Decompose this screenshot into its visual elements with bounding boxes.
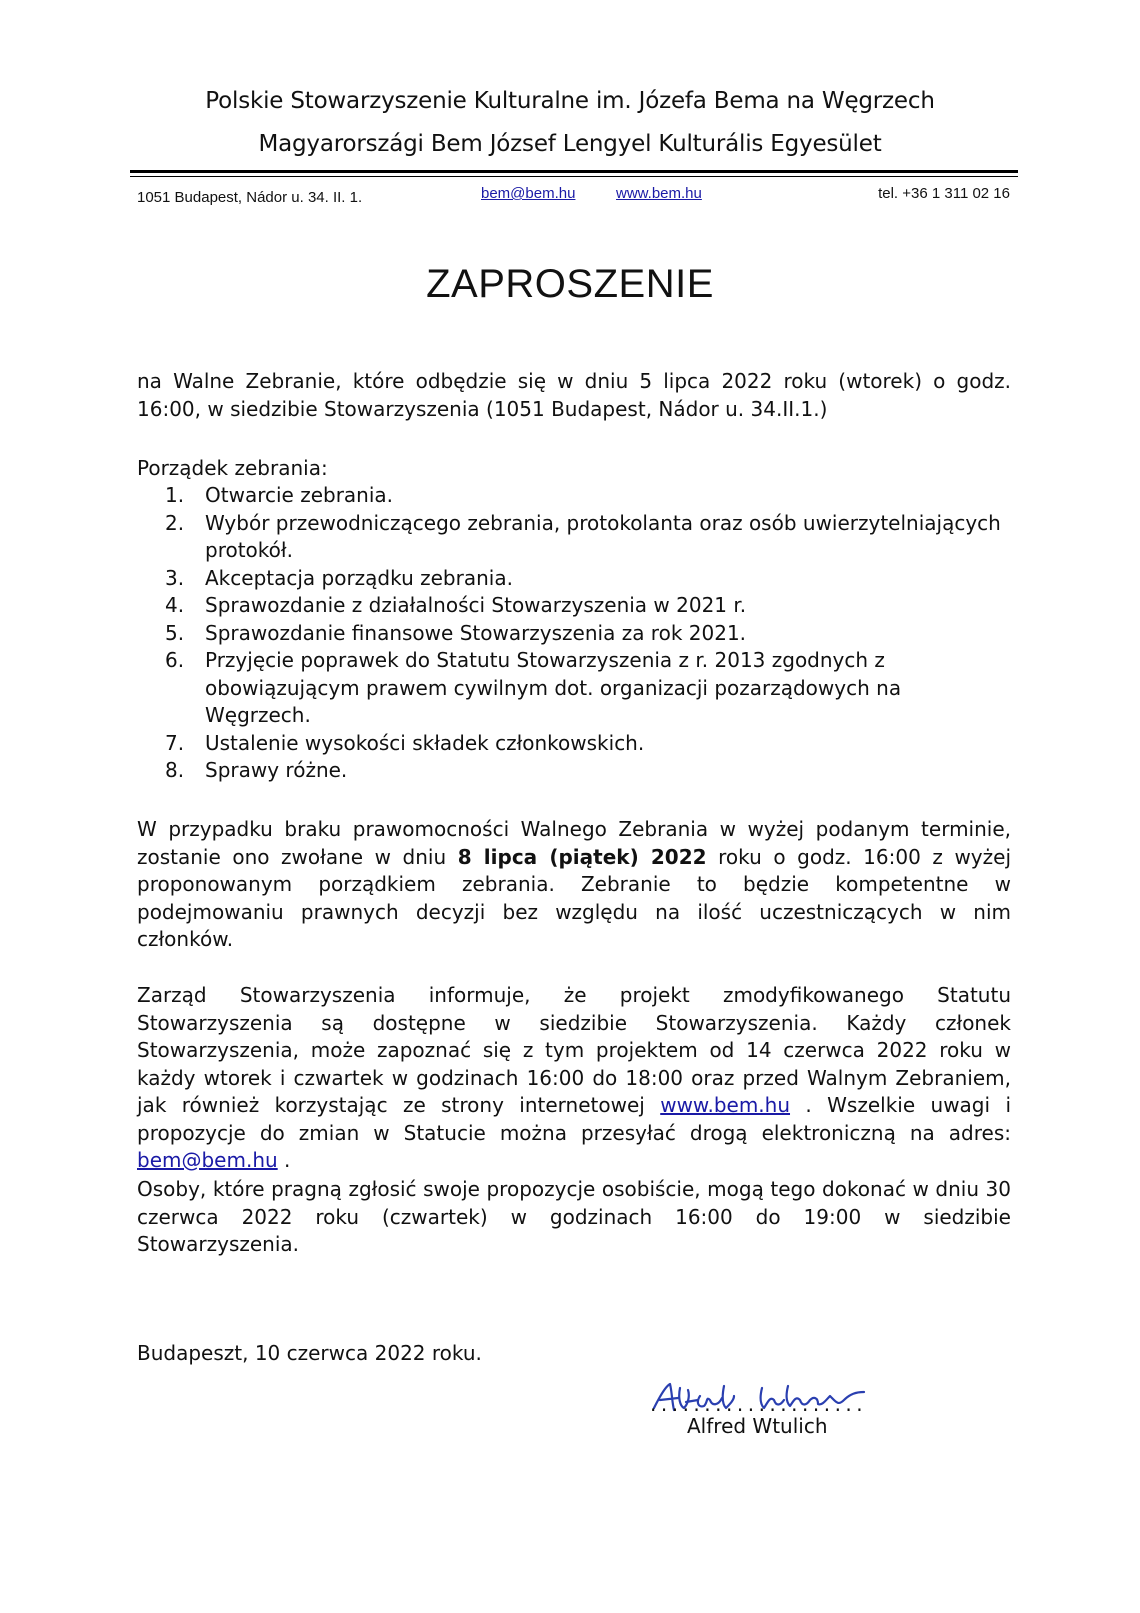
agenda-item: [137, 592, 1011, 620]
agenda-item-number: 2.: [165, 510, 185, 535]
agenda-item-number: 1.: [165, 483, 185, 507]
agenda-item: [137, 510, 1011, 565]
agenda-item-text: Otwarcie zebrania.: [205, 483, 394, 507]
agenda-item: [137, 565, 1011, 593]
organization-name-hungarian: Magyarországi Bem József Lengyel Kulturális Egyesület: [258, 131, 882, 157]
agenda-item-number: 7.: [165, 730, 185, 755]
date-place: Budapeszt, 10 czerwca 2022 roku.: [137, 1341, 482, 1365]
intro-paragraph: na Walne Zebranie, które odbędzie się w dniu 5 lipca 2022 roku (wtorek) o godz. 16:00, w siedzibie Stowarzyszenia (1051 Budapest, Nádor u. 34.II.1.): [137, 369, 1011, 421]
agenda-item: [137, 482, 1011, 510]
signer-name: Alfred Wtulich: [687, 1414, 828, 1438]
agenda-item: [137, 757, 1011, 785]
email-inline-link[interactable]: bem@bem.hu: [137, 1148, 278, 1172]
agenda-heading: Porządek zebrania:: [137, 456, 328, 480]
agenda-item-number: 8.: [165, 758, 185, 782]
quorum-text-end: roku o godz. 16:00 z wyżej proponowanym porządkiem zebrania. Zebranie to będzie kompetentne w podejmowaniu prawnych decyzji bez względu na ilość uczestniczących w nim członków.: [137, 844, 1011, 951]
agenda-item-text: Sprawozdanie finansowe Stowarzyszenia za rok 2021.: [205, 620, 747, 645]
agenda-item: [137, 647, 1011, 730]
quorum-paragraph: [137, 816, 1011, 954]
header-rule-thin: [130, 176, 1018, 177]
agenda-item-number: 4.: [165, 593, 185, 617]
signature-line: ....................: [650, 1392, 868, 1416]
info-text-start: Zarząd Stowarzyszenia informuje, że projekt zmodyfikowanego Statutu Stowarzyszenia są dostępne w siedzibie Stowarzyszenia. Każdy członek Stowarzyszenia, może zapoznać się z tym projektem od 14 czerwca 2022 roku w każdy wtorek i czwartek w godzinach 16:00 do 18:00 oraz przed Walnym Zebraniem, jak również korzystając ze strony internetowej: [137, 983, 1011, 1117]
agenda-item-text: Akceptacja porządku zebrania.: [205, 565, 513, 590]
agenda-item-number: 5.: [165, 620, 185, 645]
agenda-item-text: Sprawy różne.: [205, 758, 348, 782]
agenda-item: [137, 730, 1011, 758]
info-text-middle: . Wszelkie uwagi i propozycje do zmian w Statucie można przesyłać drogą elektroniczną na adres:: [137, 1093, 1011, 1145]
statute-info-paragraph: [137, 982, 1011, 1175]
personal-submission-paragraph: Osoby, które pragną zgłosić swoje propozycje osobiście, mogą tego dokonać w dniu 30 czerwca 2022 roku (czwartek) w godzinach 16:00 do 19:00 w siedzibie Stowarzyszenia.: [137, 1177, 1011, 1256]
agenda-item-number: 3.: [165, 565, 185, 590]
agenda-item-number: 6.: [165, 648, 185, 672]
organization-name-polish: Polskie Stowarzyszenie Kulturalne im. Józefa Bema na Węgrzech: [205, 88, 935, 114]
agenda-list: [137, 482, 1011, 785]
document-title: ZAPROSZENIE: [426, 262, 714, 306]
website-inline-link[interactable]: www.bem.hu: [660, 1093, 791, 1117]
address: 1051 Budapest, Nádor u. 34. II. 1.: [137, 189, 363, 206]
agenda-item-text: Wybór przewodniczącego zebrania, protokolanta oraz osób uwierzytelniających protokół.: [205, 510, 1001, 562]
website-link[interactable]: www.bem.hu: [616, 185, 702, 202]
second-meeting-date: 8 lipca (piątek) 2022: [457, 844, 707, 869]
agenda-item: [137, 620, 1011, 648]
agenda-item-text: Ustalenie wysokości składek członkowskich.: [205, 730, 645, 755]
agenda-item-text: Sprawozdanie z działalności Stowarzyszenia w 2021 r.: [205, 593, 747, 617]
info-text-end: .: [277, 1148, 291, 1172]
email-link[interactable]: bem@bem.hu: [481, 185, 576, 202]
agenda-item-text: Przyjęcie poprawek do Statutu Stowarzyszenia z r. 2013 zgodnych z obowiązującym prawem cywilnym dot. organizacji pozarządowych na Węgrzech.: [205, 648, 902, 727]
quorum-text-start: W przypadku braku prawomocności Walnego Zebrania w wyżej podanym terminie, zostanie ono zwołane w dniu: [137, 817, 1011, 869]
header-rule-thick: [130, 170, 1018, 173]
phone-number: tel. +36 1 311 02 16: [878, 185, 1010, 202]
